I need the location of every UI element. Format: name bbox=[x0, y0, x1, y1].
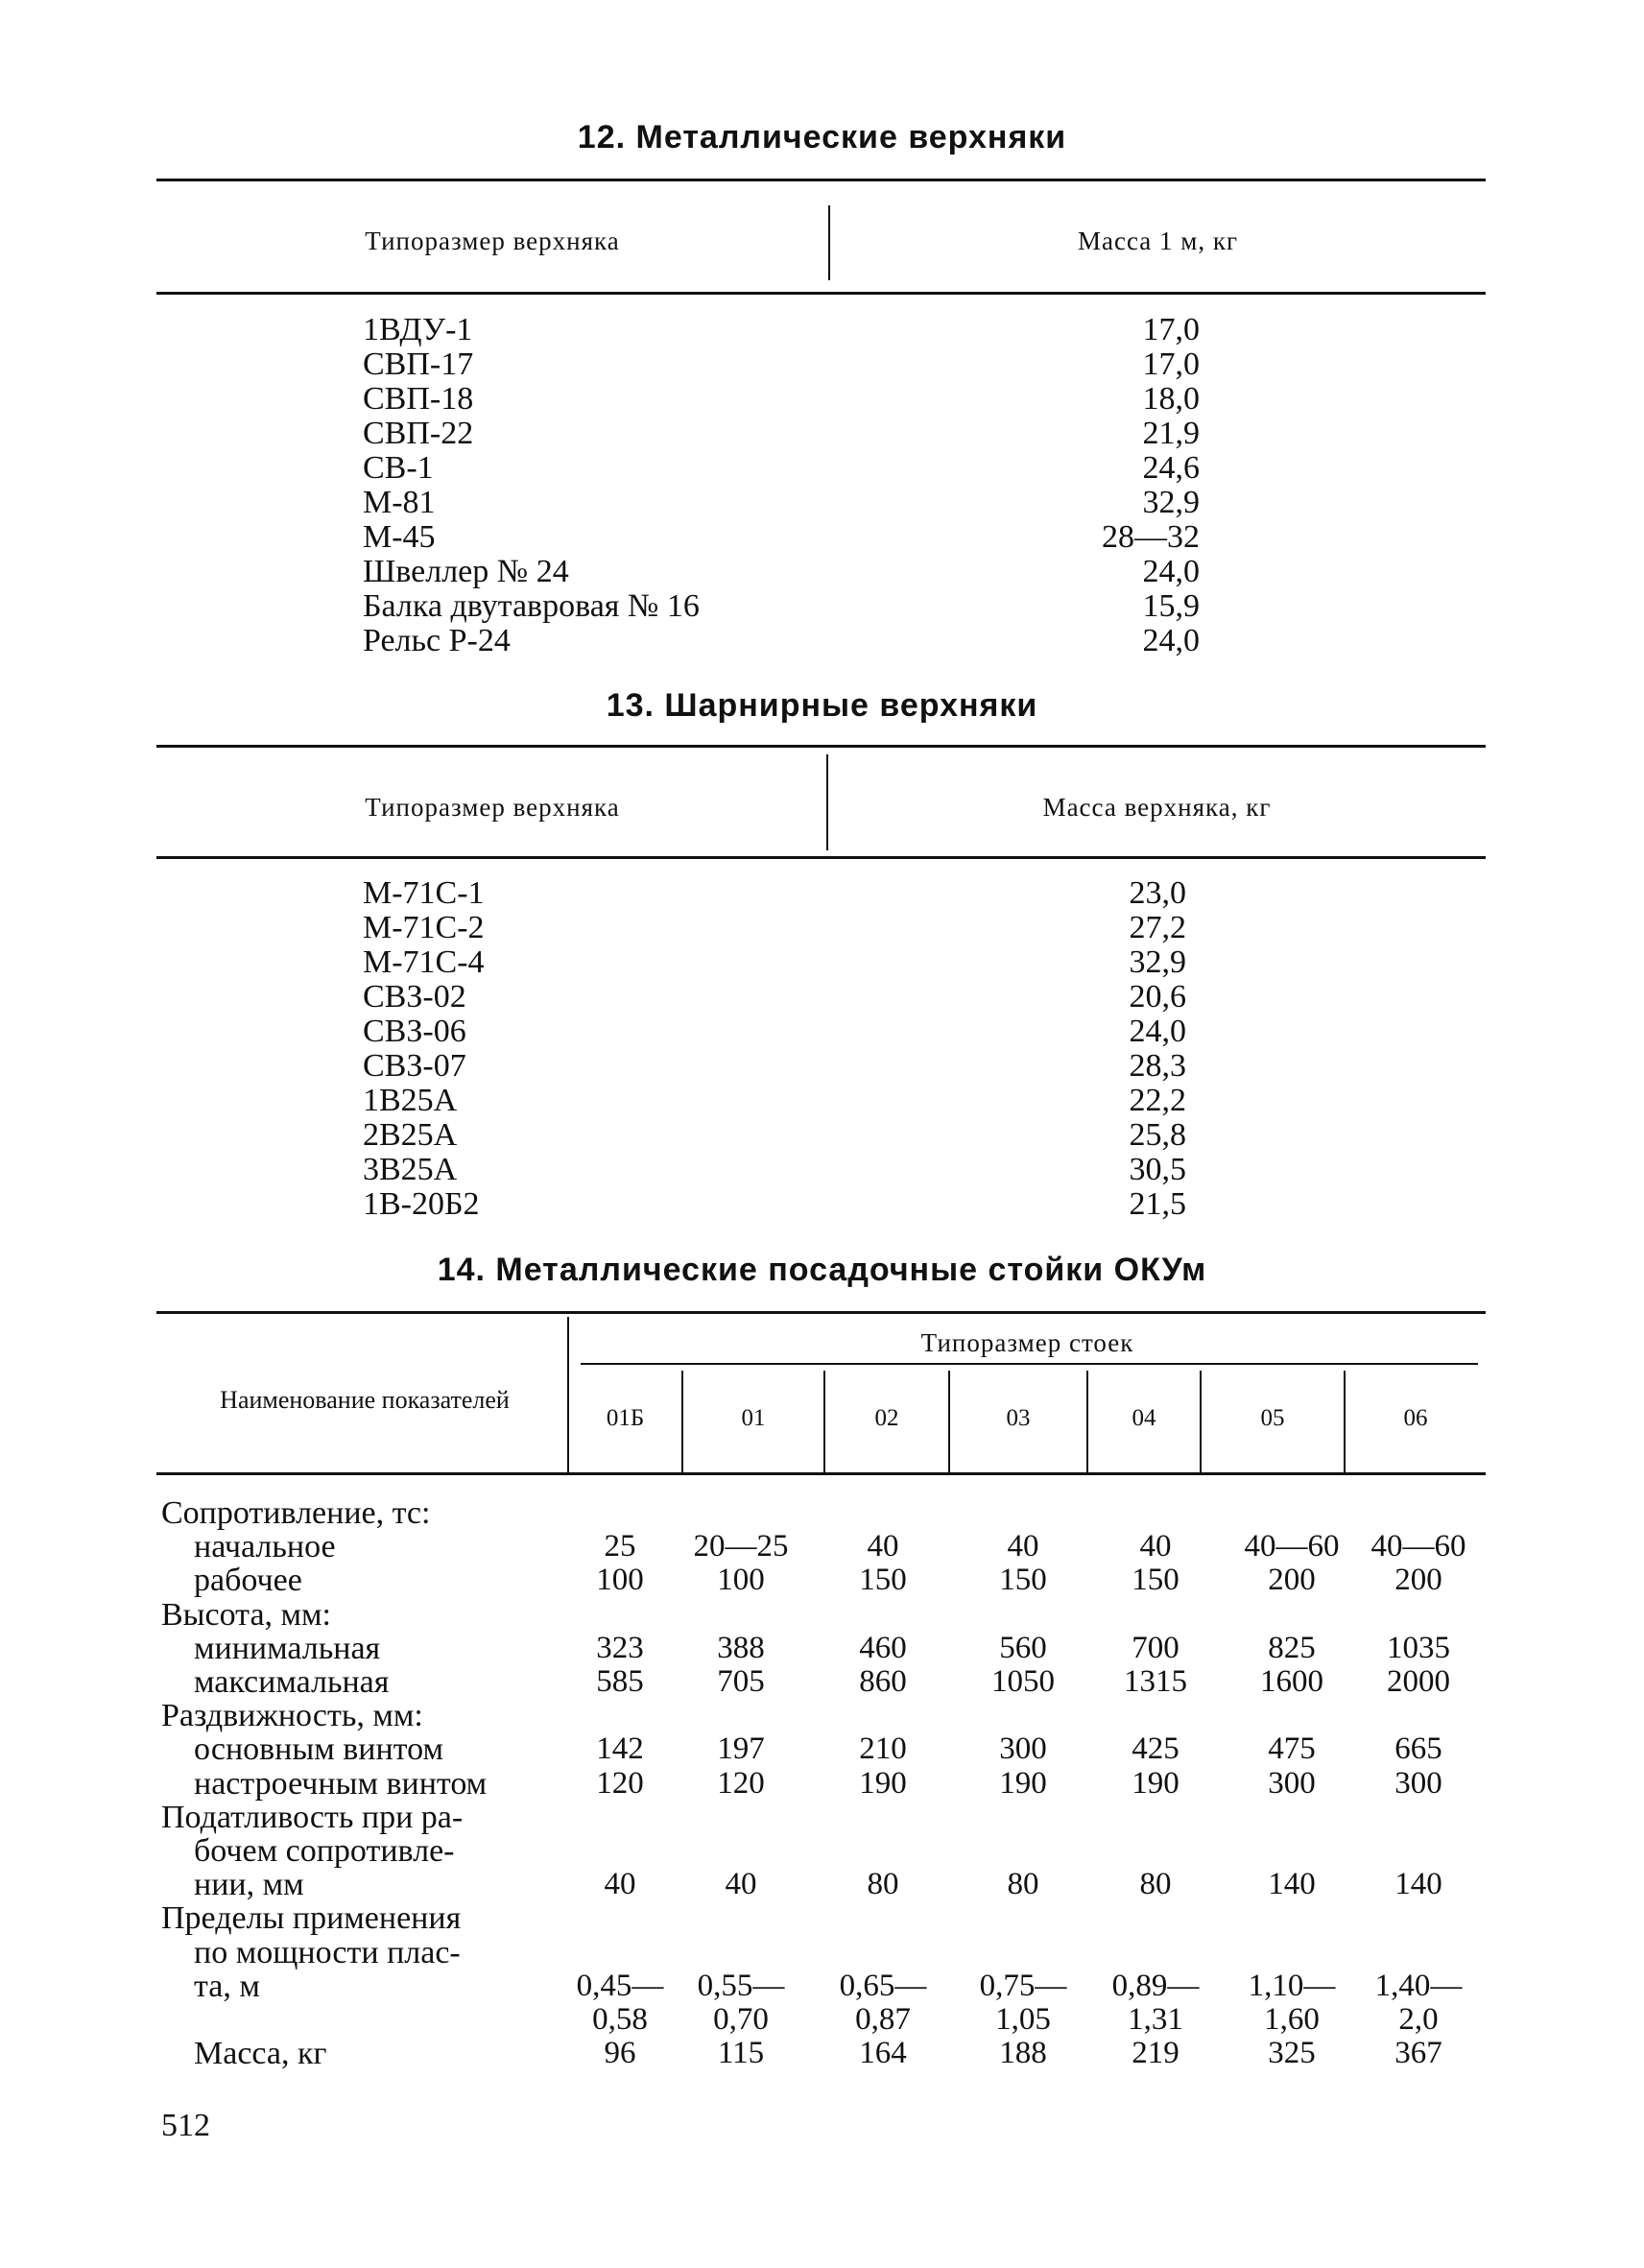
table14-row-label: та, м bbox=[194, 1969, 260, 2004]
table14-row-label: минимальная bbox=[194, 1631, 381, 1666]
table14-cell: 1600 bbox=[1260, 1664, 1323, 1699]
table14-cell: 120 bbox=[717, 1766, 765, 1801]
table13-mass: 22,2 bbox=[1129, 1083, 1186, 1118]
table12-mass: 24,6 bbox=[1142, 450, 1200, 486]
table14-cell: 150 bbox=[1132, 1563, 1179, 1597]
table14-cell: 80 bbox=[1139, 1867, 1172, 1901]
table12-mass: 17,0 bbox=[1142, 346, 1200, 382]
table14-cell: 0,75— bbox=[979, 1969, 1067, 2003]
table14-cell: 96 bbox=[604, 2036, 636, 2070]
table12-mass: 18,0 bbox=[1142, 381, 1200, 417]
table14-cell: 40 bbox=[867, 1529, 899, 1564]
table14-cell: 40—60 bbox=[1244, 1529, 1340, 1564]
table14-cell: 0,65— bbox=[839, 1969, 927, 2003]
table14-cell: 0,58 bbox=[592, 2002, 648, 2037]
table14-row-label: начальное bbox=[194, 1529, 336, 1564]
table13-mass: 25,8 bbox=[1129, 1117, 1186, 1153]
table12-top-rule bbox=[156, 179, 1486, 181]
table14-cell: 475 bbox=[1268, 1731, 1316, 1766]
table12-name: Балка двутавровая № 16 bbox=[363, 588, 700, 624]
table14-group-header: Типоразмер стоек bbox=[920, 1328, 1134, 1357]
table14-cell: 100 bbox=[717, 1563, 765, 1597]
table14-cell: 140 bbox=[1394, 1867, 1442, 1901]
table14-cell: 0,70 bbox=[713, 2002, 769, 2037]
table13-top-rule bbox=[156, 745, 1486, 748]
table12-mass: 15,9 bbox=[1142, 588, 1200, 624]
table14-body bbox=[0, 1495, 1644, 2090]
table13-col1-header: Типоразмер верхняка bbox=[365, 793, 620, 822]
table14-group-rule bbox=[581, 1363, 1478, 1365]
table14-cell: 1315 bbox=[1124, 1664, 1187, 1699]
table14-cell: 1,05 bbox=[995, 2002, 1051, 2037]
table13-name: М-71С-4 bbox=[363, 944, 485, 980]
table13-mass: 28,3 bbox=[1129, 1048, 1186, 1084]
table14-param-header: Наименование показателей bbox=[220, 1386, 510, 1414]
table14-row-label: Масса, кг bbox=[194, 2036, 327, 2071]
table14-cell: 560 bbox=[999, 1631, 1047, 1665]
table13-mass: 32,9 bbox=[1129, 944, 1186, 980]
table14-row-label: основным винтом bbox=[194, 1731, 443, 1767]
table12-mass: 21,9 bbox=[1142, 416, 1200, 451]
table14-cell: 860 bbox=[859, 1664, 907, 1699]
table14-cell: 40 bbox=[1007, 1529, 1039, 1564]
table14-cell: 1035 bbox=[1387, 1631, 1450, 1665]
table12-name: СВ-1 bbox=[363, 450, 434, 486]
table12-name: Швеллер № 24 bbox=[363, 554, 569, 589]
table14-cell: 25 bbox=[604, 1529, 636, 1564]
table14-row-label: бочем сопротивле- bbox=[194, 1833, 455, 1869]
table12-masses bbox=[1036, 313, 1200, 658]
table12-col2-header: Масса 1 м, кг bbox=[1077, 227, 1239, 255]
table14-row-label: рабочее bbox=[194, 1563, 302, 1598]
table14-size-header-05: 05 bbox=[1260, 1405, 1285, 1431]
table14-row-label: Сопротивление, тс: bbox=[161, 1495, 431, 1531]
table14-row-label: Пределы применения bbox=[161, 1900, 462, 1936]
table14-cell: 80 bbox=[1007, 1867, 1039, 1901]
table14-cell: 0,87 bbox=[855, 2002, 911, 2037]
table14-row-label: Высота, мм: bbox=[161, 1597, 332, 1633]
table13-name: М-71С-2 bbox=[363, 910, 485, 945]
table14-cell: 20—25 bbox=[693, 1529, 789, 1564]
table14-cell: 1,40— bbox=[1374, 1969, 1463, 2003]
table14-top-rule bbox=[156, 1311, 1486, 1314]
table14-cell: 40 bbox=[1139, 1529, 1172, 1564]
table14-title: 14. Металлические посадочные стойки ОКУм bbox=[437, 1252, 1207, 1288]
table14-cell: 0,55— bbox=[697, 1969, 785, 2003]
table14-cell: 80 bbox=[867, 1867, 899, 1901]
table13-name: 3В25А bbox=[363, 1152, 458, 1187]
table14-size-header-02: 02 bbox=[874, 1405, 899, 1431]
table12-col1-header: Типоразмер верхняка bbox=[365, 227, 620, 255]
table14-cell: 142 bbox=[596, 1731, 644, 1766]
table14-cell: 219 bbox=[1132, 2036, 1179, 2070]
page-number: 512 bbox=[161, 2108, 210, 2143]
table13-name: СВЗ-07 bbox=[363, 1048, 466, 1084]
table14-cell: 120 bbox=[596, 1766, 644, 1801]
table14-cell: 1,31 bbox=[1128, 2002, 1183, 2037]
table13-mass: 20,6 bbox=[1129, 979, 1186, 1015]
table14-cell: 150 bbox=[859, 1563, 907, 1597]
table13-col2-header: Масса верхняка, кг bbox=[1042, 793, 1272, 822]
table12-name: 1ВДУ-1 bbox=[363, 312, 473, 347]
table14-cell: 40 bbox=[725, 1867, 757, 1901]
table14-cell: 2,0 bbox=[1398, 2002, 1439, 2037]
table14-cell: 367 bbox=[1394, 2036, 1442, 2070]
table14-cell: 325 bbox=[1268, 2036, 1316, 2070]
table14-cell: 40 bbox=[604, 1867, 636, 1901]
table13-mass: 27,2 bbox=[1129, 910, 1186, 945]
table12-mass: 17,0 bbox=[1142, 312, 1200, 347]
table13-mass: 30,5 bbox=[1129, 1152, 1186, 1187]
table13-name: СВЗ-02 bbox=[363, 979, 466, 1015]
table13-name: 2В25А bbox=[363, 1117, 458, 1153]
table12-mass: 32,9 bbox=[1142, 485, 1200, 520]
table14-cell: 210 bbox=[859, 1731, 907, 1766]
table13-names bbox=[363, 876, 804, 1222]
table12-name: СВП-18 bbox=[363, 381, 474, 417]
table14-row-label: настроечным винтом bbox=[194, 1766, 488, 1802]
table14-cell: 300 bbox=[1268, 1766, 1316, 1801]
table12-name: СВП-17 bbox=[363, 346, 474, 382]
table14-cell: 115 bbox=[717, 2036, 765, 2070]
table12-mass: 24,0 bbox=[1142, 554, 1200, 589]
table14-row-label: нии, мм bbox=[194, 1867, 304, 1902]
table12-names bbox=[363, 313, 900, 658]
table14-cell: 164 bbox=[859, 2036, 907, 2070]
table14-cell: 425 bbox=[1132, 1731, 1179, 1766]
table14-cell: 100 bbox=[596, 1563, 644, 1597]
table14-size-header-06: 06 bbox=[1403, 1405, 1428, 1431]
table13-name: 1В-20Б2 bbox=[363, 1186, 480, 1222]
table14-cell: 700 bbox=[1132, 1631, 1179, 1665]
table14-size-header-03: 03 bbox=[1006, 1405, 1031, 1431]
table14-header-rule bbox=[156, 1472, 1486, 1475]
table14-cell: 705 bbox=[717, 1664, 765, 1699]
table14-row-label: по мощности плас- bbox=[194, 1935, 461, 1970]
table13-mass: 23,0 bbox=[1129, 875, 1186, 911]
table13-masses bbox=[1036, 876, 1186, 1222]
table12-title: 12. Металлические верхняки bbox=[577, 119, 1067, 155]
table14-cell: 300 bbox=[1394, 1766, 1442, 1801]
table14-cell: 2000 bbox=[1387, 1664, 1450, 1699]
table14-cell: 585 bbox=[596, 1664, 644, 1699]
table12-name: М-45 bbox=[363, 519, 436, 555]
table14-size-header-01: 01 bbox=[741, 1405, 766, 1431]
table13-name: 1В25А bbox=[363, 1083, 458, 1118]
table14-cell: 388 bbox=[717, 1631, 765, 1665]
table13-title: 13. Шарнирные верхняки bbox=[606, 687, 1038, 724]
table12-name: М-81 bbox=[363, 485, 436, 520]
table14-cell: 190 bbox=[859, 1766, 907, 1801]
table13-name: М-71С-1 bbox=[363, 875, 485, 911]
table14-cell: 140 bbox=[1268, 1867, 1316, 1901]
table13-header-rule bbox=[156, 856, 1486, 859]
table14-cell: 197 bbox=[717, 1731, 765, 1766]
table14-cell: 0,45— bbox=[576, 1969, 664, 2003]
table13-name: СВЗ-06 bbox=[363, 1014, 466, 1049]
table14-cell: 0,89— bbox=[1111, 1969, 1200, 2003]
table14-cell: 460 bbox=[859, 1631, 907, 1665]
table14-cell: 188 bbox=[999, 2036, 1047, 2070]
table14-cell: 200 bbox=[1268, 1563, 1316, 1597]
table14-cell: 40—60 bbox=[1370, 1529, 1466, 1564]
table13-mass: 21,5 bbox=[1129, 1186, 1186, 1222]
table14-cell: 300 bbox=[999, 1731, 1047, 1766]
table14-size-header-04: 04 bbox=[1132, 1405, 1156, 1431]
table14-cell: 150 bbox=[999, 1563, 1047, 1597]
table14-cell: 1050 bbox=[991, 1664, 1055, 1699]
table14-cell: 665 bbox=[1394, 1731, 1442, 1766]
table14-cell: 190 bbox=[999, 1766, 1047, 1801]
table14-row-label: максимальная bbox=[194, 1664, 390, 1700]
table14-cell: 200 bbox=[1394, 1563, 1442, 1597]
table14-row-label: Раздвижность, мм: bbox=[161, 1698, 423, 1733]
table14-size-header-01b: 01Б bbox=[606, 1405, 645, 1431]
table14-cell: 825 bbox=[1268, 1631, 1316, 1665]
table14-cell: 190 bbox=[1132, 1766, 1179, 1801]
table14-cell: 323 bbox=[596, 1631, 644, 1665]
table12-header-rule bbox=[156, 292, 1486, 295]
table14-row-label: Податливость при ра- bbox=[161, 1800, 464, 1835]
table13-mass: 24,0 bbox=[1129, 1014, 1186, 1049]
table12-mass: 24,0 bbox=[1142, 623, 1200, 658]
table12-name: Рельс Р-24 bbox=[363, 623, 511, 658]
table12-name: СВП-22 bbox=[363, 416, 474, 451]
table14-cell: 1,60 bbox=[1264, 2002, 1320, 2037]
table14-cell: 1,10— bbox=[1248, 1969, 1336, 2003]
table12-mass: 28—32 bbox=[1102, 519, 1200, 555]
